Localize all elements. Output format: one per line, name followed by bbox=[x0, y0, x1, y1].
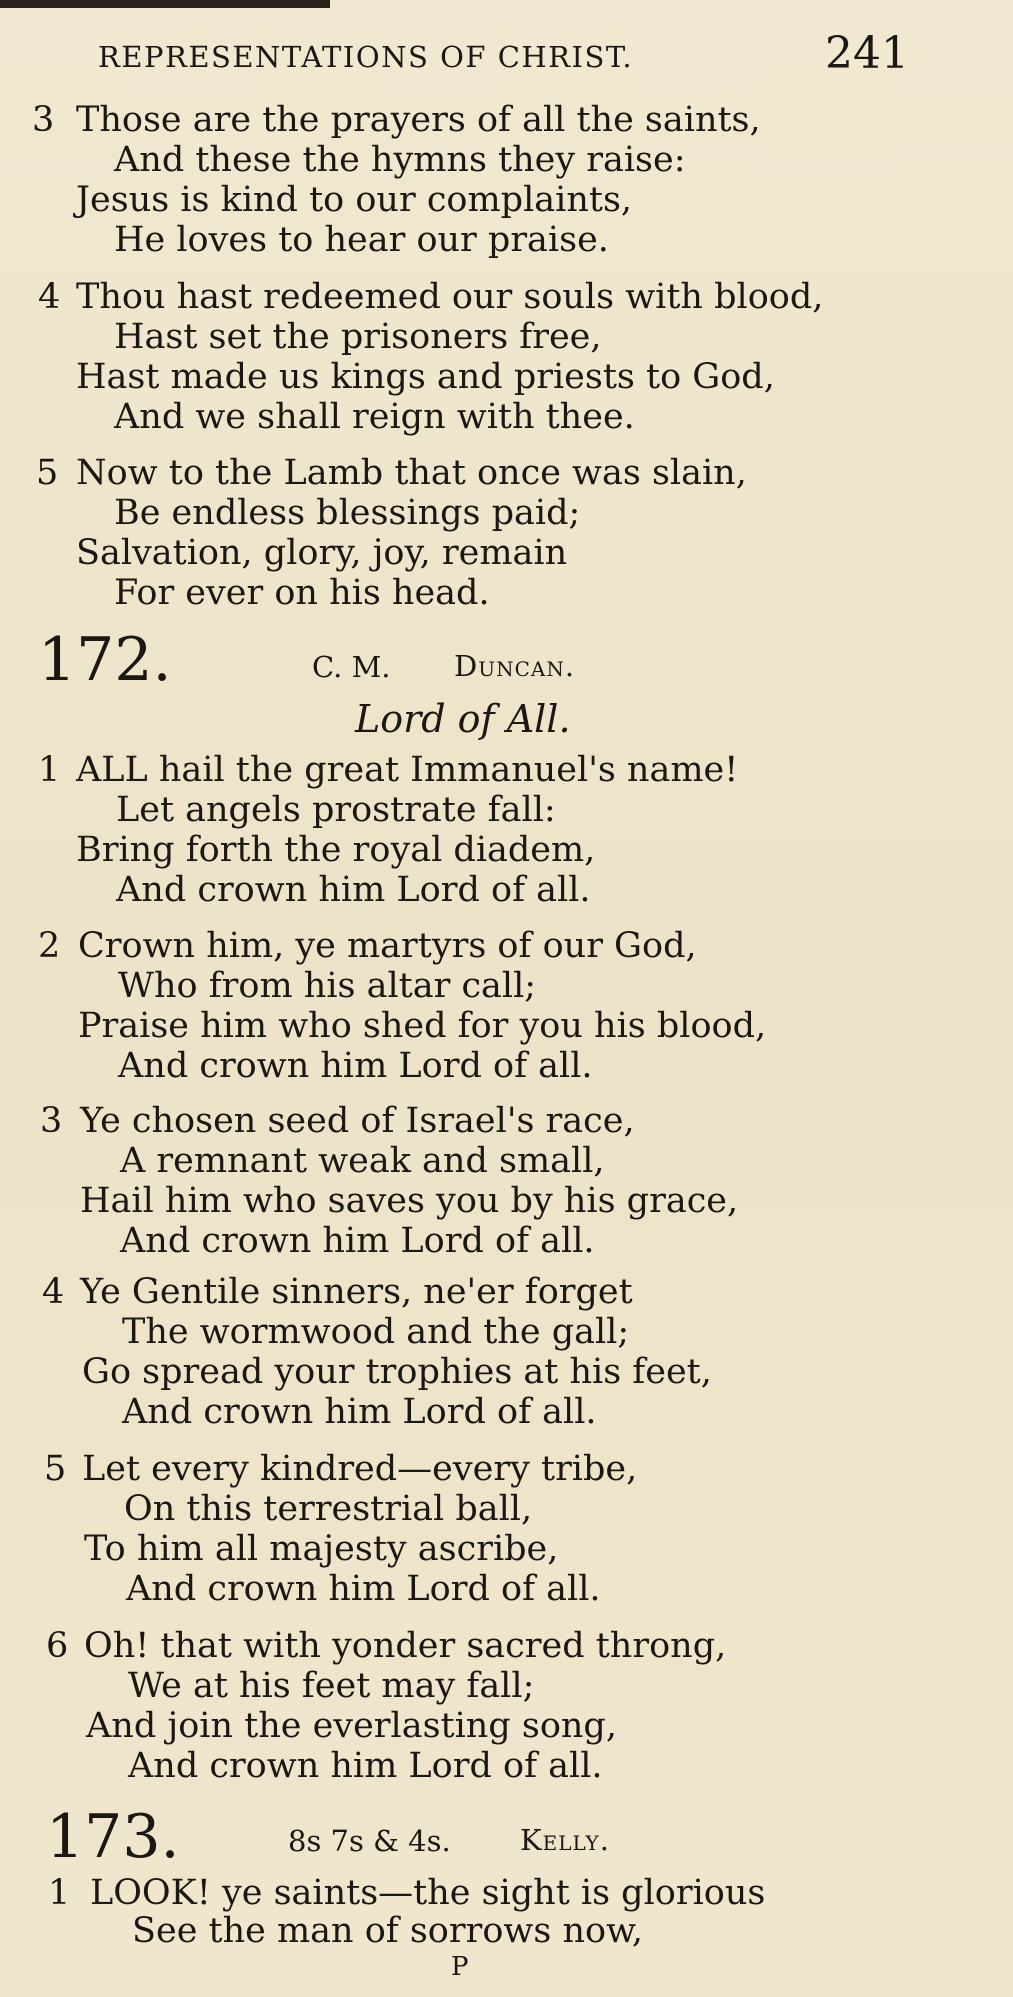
signature-mark: P bbox=[451, 1952, 469, 1982]
verse-line: Go spread your trophies at his feet, bbox=[82, 1352, 712, 1392]
verse-number: 1 bbox=[38, 750, 61, 790]
verse-line: Jesus is kind to our complaints, bbox=[76, 180, 633, 220]
hymn-title: Lord of All. bbox=[355, 697, 571, 741]
verse-line: Hail him who saves you by his grace, bbox=[80, 1181, 739, 1221]
verse-number: 3 bbox=[32, 100, 55, 140]
verse-number: 4 bbox=[42, 1272, 65, 1312]
hymn-number: 173. bbox=[46, 1802, 180, 1872]
verse-number: 5 bbox=[44, 1449, 67, 1489]
verse-line: Bring forth the royal diadem, bbox=[76, 830, 596, 870]
verse-line: ALL hail the great Immanuel's name! bbox=[76, 750, 739, 790]
page-number: 241 bbox=[825, 28, 909, 79]
hymn-tune: Duncan. bbox=[454, 649, 576, 683]
verse-line: He loves to hear our praise. bbox=[114, 220, 609, 260]
verse-line: The wormwood and the gall; bbox=[122, 1312, 630, 1352]
verse-line: Crown him, ye martyrs of our God, bbox=[78, 926, 697, 966]
verse-line: See the man of sorrows now, bbox=[132, 1911, 644, 1951]
verse-line: We at his feet may fall; bbox=[128, 1666, 535, 1706]
verse-line: Let every kindred—every tribe, bbox=[82, 1449, 638, 1489]
verse-line: For ever on his head. bbox=[114, 573, 490, 613]
verse-line: And crown him Lord of all. bbox=[118, 1046, 593, 1086]
verse-line: Thou hast redeemed our souls with blood, bbox=[76, 277, 824, 317]
verse-line: Hast set the prisoners free, bbox=[114, 317, 602, 357]
verse-line: And crown him Lord of all. bbox=[126, 1569, 601, 1609]
verse-line: And crown him Lord of all. bbox=[122, 1392, 597, 1432]
verse-number: 5 bbox=[36, 453, 59, 493]
verse-line: Ye Gentile sinners, ne'er forget bbox=[80, 1272, 633, 1312]
verse-number: 1 bbox=[48, 1873, 71, 1913]
top-rule bbox=[0, 0, 330, 8]
verse-line: And crown him Lord of all. bbox=[116, 870, 591, 910]
hymn-tune: Kelly. bbox=[520, 1823, 610, 1857]
verse-line: And join the everlasting song, bbox=[86, 1706, 617, 1746]
verse-line: Ye chosen seed of Israel's race, bbox=[80, 1101, 635, 1141]
verse-line: And crown him Lord of all. bbox=[128, 1746, 603, 1786]
verse-line: And crown him Lord of all. bbox=[120, 1221, 595, 1261]
hymn-meter: 8s 7s & 4s. bbox=[288, 1824, 451, 1858]
running-head: REPRESENTATIONS OF CHRIST. bbox=[98, 40, 634, 74]
verse-line: Praise him who shed for you his blood, bbox=[78, 1006, 767, 1046]
verse-line: Those are the prayers of all the saints, bbox=[76, 100, 761, 140]
verse-line: Let angels prostrate fall: bbox=[116, 790, 556, 830]
hymn-meter: C. M. bbox=[312, 650, 391, 684]
verse-line: On this terrestrial ball, bbox=[124, 1489, 533, 1529]
verse-line: Hast made us kings and priests to God, bbox=[76, 357, 775, 397]
verse-number: 3 bbox=[40, 1101, 63, 1141]
verse-line: Who from his altar call; bbox=[118, 966, 537, 1006]
verse-line: Now to the Lamb that once was slain, bbox=[76, 453, 747, 493]
verse-number: 2 bbox=[38, 926, 61, 966]
verse-line: And we shall reign with thee. bbox=[114, 397, 635, 437]
verse-number: 4 bbox=[38, 277, 61, 317]
verse-number: 6 bbox=[46, 1626, 69, 1666]
verse-line: Be endless blessings paid; bbox=[114, 493, 581, 533]
verse-line: A remnant weak and small, bbox=[120, 1141, 605, 1181]
verse-line: To him all majesty ascribe, bbox=[84, 1529, 559, 1569]
hymn-number: 172. bbox=[38, 625, 172, 695]
verse-line: And these the hymns they raise: bbox=[114, 140, 686, 180]
verse-line: LOOK! ye saints—the sight is glorious bbox=[90, 1873, 766, 1913]
verse-line: Oh! that with yonder sacred throng, bbox=[84, 1626, 727, 1666]
verse-line: Salvation, glory, joy, remain bbox=[76, 533, 568, 573]
